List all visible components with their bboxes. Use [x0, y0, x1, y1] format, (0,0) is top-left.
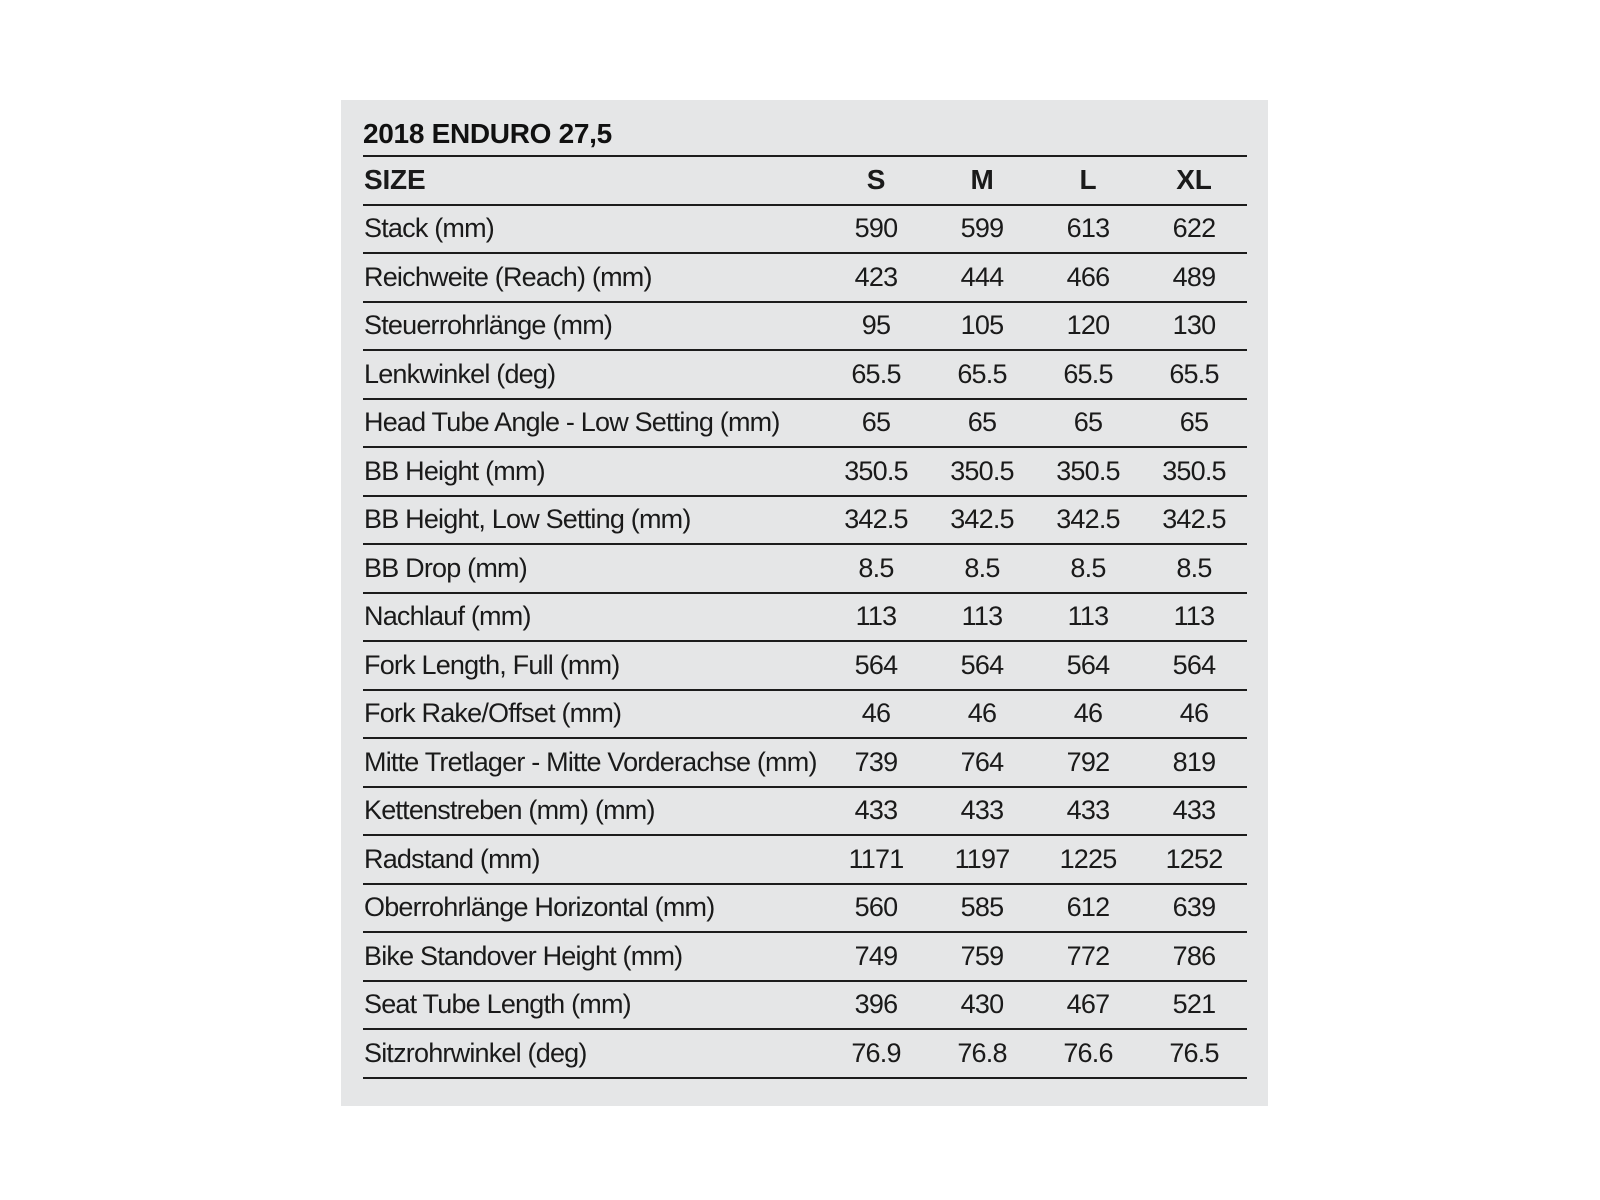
row-value-m: 65: [929, 399, 1035, 448]
row-label: BB Height, Low Setting (mm): [363, 496, 823, 545]
table-row: [363, 1029, 1247, 1078]
row-label: Fork Length, Full (mm): [363, 641, 823, 690]
row-value-l: 1225: [1035, 835, 1141, 884]
table-row: [363, 932, 1247, 981]
row-label: Seat Tube Length (mm): [363, 981, 823, 1030]
row-value-m: 1197: [929, 835, 1035, 884]
row-value-xl: 342.5: [1141, 496, 1247, 545]
row-label: Lenkwinkel (deg): [363, 350, 823, 399]
row-value-xl: 65.5: [1141, 350, 1247, 399]
header-size-m: M: [929, 156, 1035, 205]
row-value-s: 739: [823, 738, 929, 787]
row-value-m: 46: [929, 690, 1035, 739]
row-value-s: 423: [823, 253, 929, 302]
header-size-label: SIZE: [363, 156, 823, 205]
row-value-m: 585: [929, 884, 1035, 933]
row-value-xl: 521: [1141, 981, 1247, 1030]
row-value-xl: 489: [1141, 253, 1247, 302]
row-value-xl: 819: [1141, 738, 1247, 787]
row-value-xl: 786: [1141, 932, 1247, 981]
header-size-l: L: [1035, 156, 1141, 205]
row-value-l: 467: [1035, 981, 1141, 1030]
row-value-xl: 639: [1141, 884, 1247, 933]
table-title: 2018 ENDURO 27,5: [363, 118, 612, 149]
row-value-s: 65: [823, 399, 929, 448]
row-value-s: 95: [823, 302, 929, 351]
row-value-m: 444: [929, 253, 1035, 302]
table-row: [363, 981, 1247, 1030]
row-value-l: 613: [1035, 205, 1141, 254]
row-value-l: 792: [1035, 738, 1141, 787]
header-size-xl: XL: [1141, 156, 1247, 205]
row-value-xl: 564: [1141, 641, 1247, 690]
table-row: [363, 593, 1247, 642]
row-label: Bike Standover Height (mm): [363, 932, 823, 981]
row-label: Fork Rake/Offset (mm): [363, 690, 823, 739]
row-label: Oberrohrlänge Horizontal (mm): [363, 884, 823, 933]
row-value-s: 65.5: [823, 350, 929, 399]
row-value-xl: 76.5: [1141, 1029, 1247, 1078]
row-value-xl: 350.5: [1141, 447, 1247, 496]
row-value-s: 564: [823, 641, 929, 690]
header-size-s: S: [823, 156, 929, 205]
row-value-l: 564: [1035, 641, 1141, 690]
row-value-xl: 65: [1141, 399, 1247, 448]
row-value-s: 76.9: [823, 1029, 929, 1078]
row-value-xl: 130: [1141, 302, 1247, 351]
table-row: [363, 302, 1247, 351]
row-value-xl: 46: [1141, 690, 1247, 739]
row-value-m: 430: [929, 981, 1035, 1030]
row-value-l: 113: [1035, 593, 1141, 642]
row-value-m: 433: [929, 787, 1035, 836]
row-value-l: 8.5: [1035, 544, 1141, 593]
table-row: [363, 496, 1247, 545]
row-value-xl: 433: [1141, 787, 1247, 836]
row-value-s: 1171: [823, 835, 929, 884]
table-row: [363, 690, 1247, 739]
row-value-m: 65.5: [929, 350, 1035, 399]
row-label: Head Tube Angle - Low Setting (mm): [363, 399, 823, 448]
row-value-m: 113: [929, 593, 1035, 642]
row-value-s: 749: [823, 932, 929, 981]
row-label: Steuerrohrlänge (mm): [363, 302, 823, 351]
row-value-l: 342.5: [1035, 496, 1141, 545]
row-value-m: 76.8: [929, 1029, 1035, 1078]
row-value-m: 342.5: [929, 496, 1035, 545]
table-row: [363, 884, 1247, 933]
row-value-m: 764: [929, 738, 1035, 787]
row-value-s: 433: [823, 787, 929, 836]
header-row: [363, 156, 1247, 205]
row-value-s: 342.5: [823, 496, 929, 545]
row-label: Sitzrohrwinkel (deg): [363, 1029, 823, 1078]
table-row: [363, 835, 1247, 884]
row-value-l: 46: [1035, 690, 1141, 739]
row-label: Mitte Tretlager - Mitte Vorderachse (mm): [363, 738, 823, 787]
table-row: [363, 738, 1247, 787]
table-row: [363, 641, 1247, 690]
row-label: Kettenstreben (mm) (mm): [363, 787, 823, 836]
row-value-l: 466: [1035, 253, 1141, 302]
row-value-l: 612: [1035, 884, 1141, 933]
row-value-l: 65.5: [1035, 350, 1141, 399]
row-value-s: 350.5: [823, 447, 929, 496]
row-value-s: 113: [823, 593, 929, 642]
row-value-xl: 622: [1141, 205, 1247, 254]
row-value-l: 120: [1035, 302, 1141, 351]
row-value-m: 564: [929, 641, 1035, 690]
geometry-table: [363, 155, 1247, 1079]
row-value-xl: 1252: [1141, 835, 1247, 884]
row-value-s: 396: [823, 981, 929, 1030]
table-row: [363, 544, 1247, 593]
geometry-panel: [341, 100, 1268, 1106]
row-label: Radstand (mm): [363, 835, 823, 884]
row-value-l: 433: [1035, 787, 1141, 836]
row-value-m: 350.5: [929, 447, 1035, 496]
row-value-s: 8.5: [823, 544, 929, 593]
table-row: [363, 447, 1247, 496]
row-value-l: 65: [1035, 399, 1141, 448]
row-value-m: 8.5: [929, 544, 1035, 593]
row-label: Nachlauf (mm): [363, 593, 823, 642]
table-row: [363, 399, 1247, 448]
row-value-s: 590: [823, 205, 929, 254]
table-row: [363, 253, 1247, 302]
row-value-l: 76.6: [1035, 1029, 1141, 1078]
row-label: BB Drop (mm): [363, 544, 823, 593]
row-value-m: 599: [929, 205, 1035, 254]
row-value-xl: 113: [1141, 593, 1247, 642]
row-value-xl: 8.5: [1141, 544, 1247, 593]
row-value-l: 350.5: [1035, 447, 1141, 496]
table-row: [363, 350, 1247, 399]
row-label: BB Height (mm): [363, 447, 823, 496]
table-row: [363, 787, 1247, 836]
row-value-s: 46: [823, 690, 929, 739]
row-label: Stack (mm): [363, 205, 823, 254]
row-value-m: 759: [929, 932, 1035, 981]
row-value-m: 105: [929, 302, 1035, 351]
row-label: Reichweite (Reach) (mm): [363, 253, 823, 302]
row-value-l: 772: [1035, 932, 1141, 981]
table-row: [363, 205, 1247, 254]
row-value-s: 560: [823, 884, 929, 933]
